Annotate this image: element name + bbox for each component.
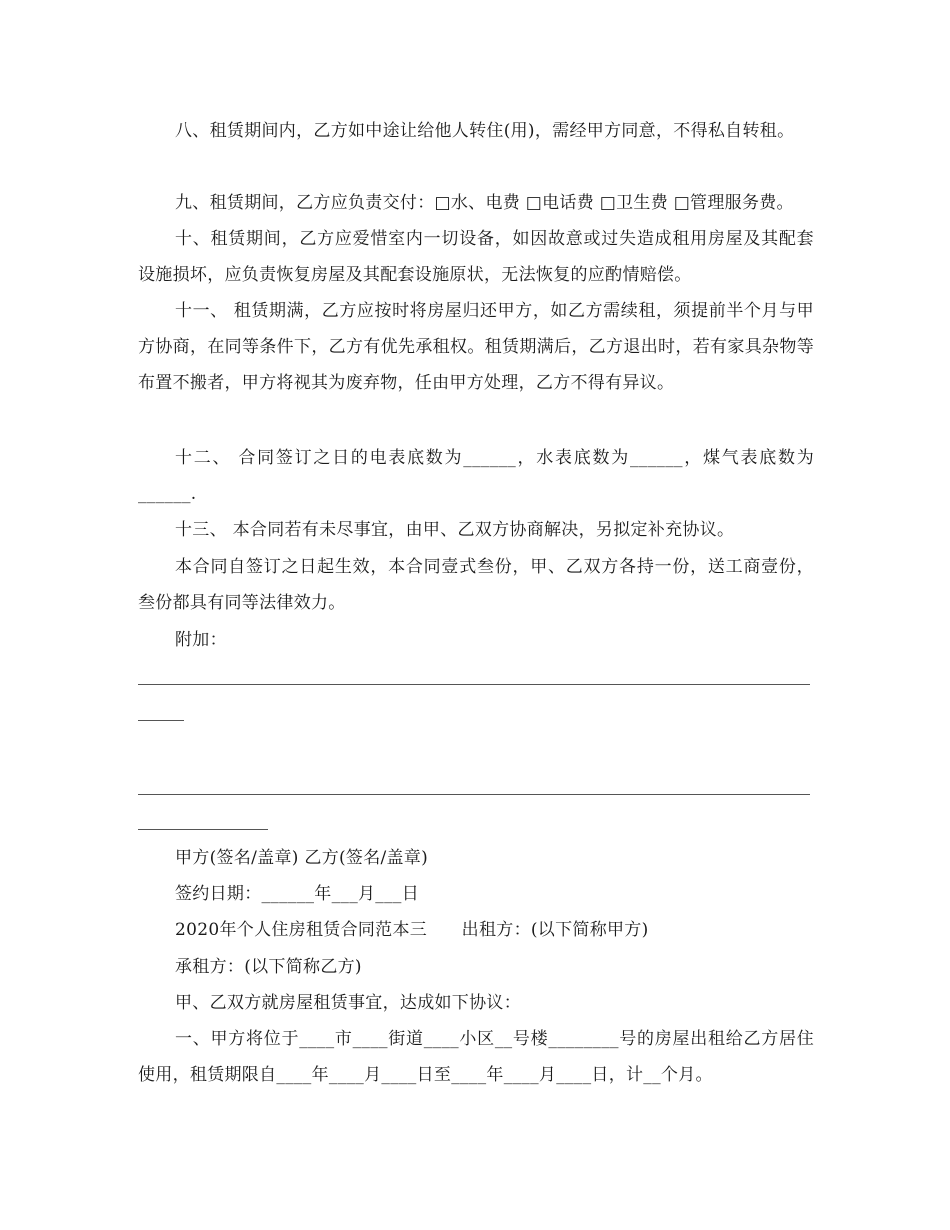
agreement-intro: 甲、乙双方就房屋租赁事宜，达成如下协议： [175, 993, 521, 1013]
clause-11: 十一、 租赁期满，乙方应按时将房屋归还甲方，如乙方需续租，须提前半个月与甲方协商，在同等条件下，乙方有优先承租权。租赁期满后，乙方退出时，若有家具杂物等布置不搬者，甲方将视其为废弃物，任由甲方处理，乙方不得有异议。 [138, 301, 814, 393]
clause-9: 九、租赁期间，乙方应负责交付：□水、电费 □电话费 □卫生费 □管理服务费。 [175, 193, 794, 213]
blank-line [138, 794, 810, 795]
clause-1: 一、甲方将位于____市____街道____小区__号楼________号的房屋出租给乙方居住使用，租赁期限自____年____月____日至____年____月____日，计__个月。 [138, 1029, 814, 1085]
clause-13: 十三、 本合同若有未尽事宜，由甲、乙双方协商解决，另拟定补充协议。 [175, 520, 735, 540]
sign-date: 签约日期：______年___月___日 [175, 884, 419, 904]
blank-line [138, 829, 268, 830]
effective-clause: 本合同自签订之日起生效，本合同壹式叁份，甲、乙双方各持一份，送工商壹份，叁份都具有同等法律效力。 [138, 557, 814, 613]
blank-line [138, 684, 810, 685]
clause-12: 十二、 合同签订之日的电表底数为______，水表底数为______，煤气表底数为______. [138, 448, 814, 504]
appendix-label: 附加： [175, 630, 227, 650]
lessee-line: 承租方：(以下简称乙方) [175, 957, 362, 977]
contract-title-line: 2020年个人住房租赁合同范本三 出租方：(以下简称甲方) [175, 920, 649, 940]
clause-10: 十、租赁期间，乙方应爱惜室内一切设备，如因故意或过失造成租用房屋及其配套设施损坏，应负责恢复房屋及其配套设施原状，无法恢复的应酌情赔偿。 [138, 229, 814, 285]
signature-line: 甲方(签名/盖章) 乙方(签名/盖章) [175, 848, 429, 868]
clause-8: 八、租赁期间内，乙方如中途让给他人转住(用)，需经甲方同意，不得私自转租。 [175, 121, 795, 141]
blank-line [138, 720, 184, 721]
